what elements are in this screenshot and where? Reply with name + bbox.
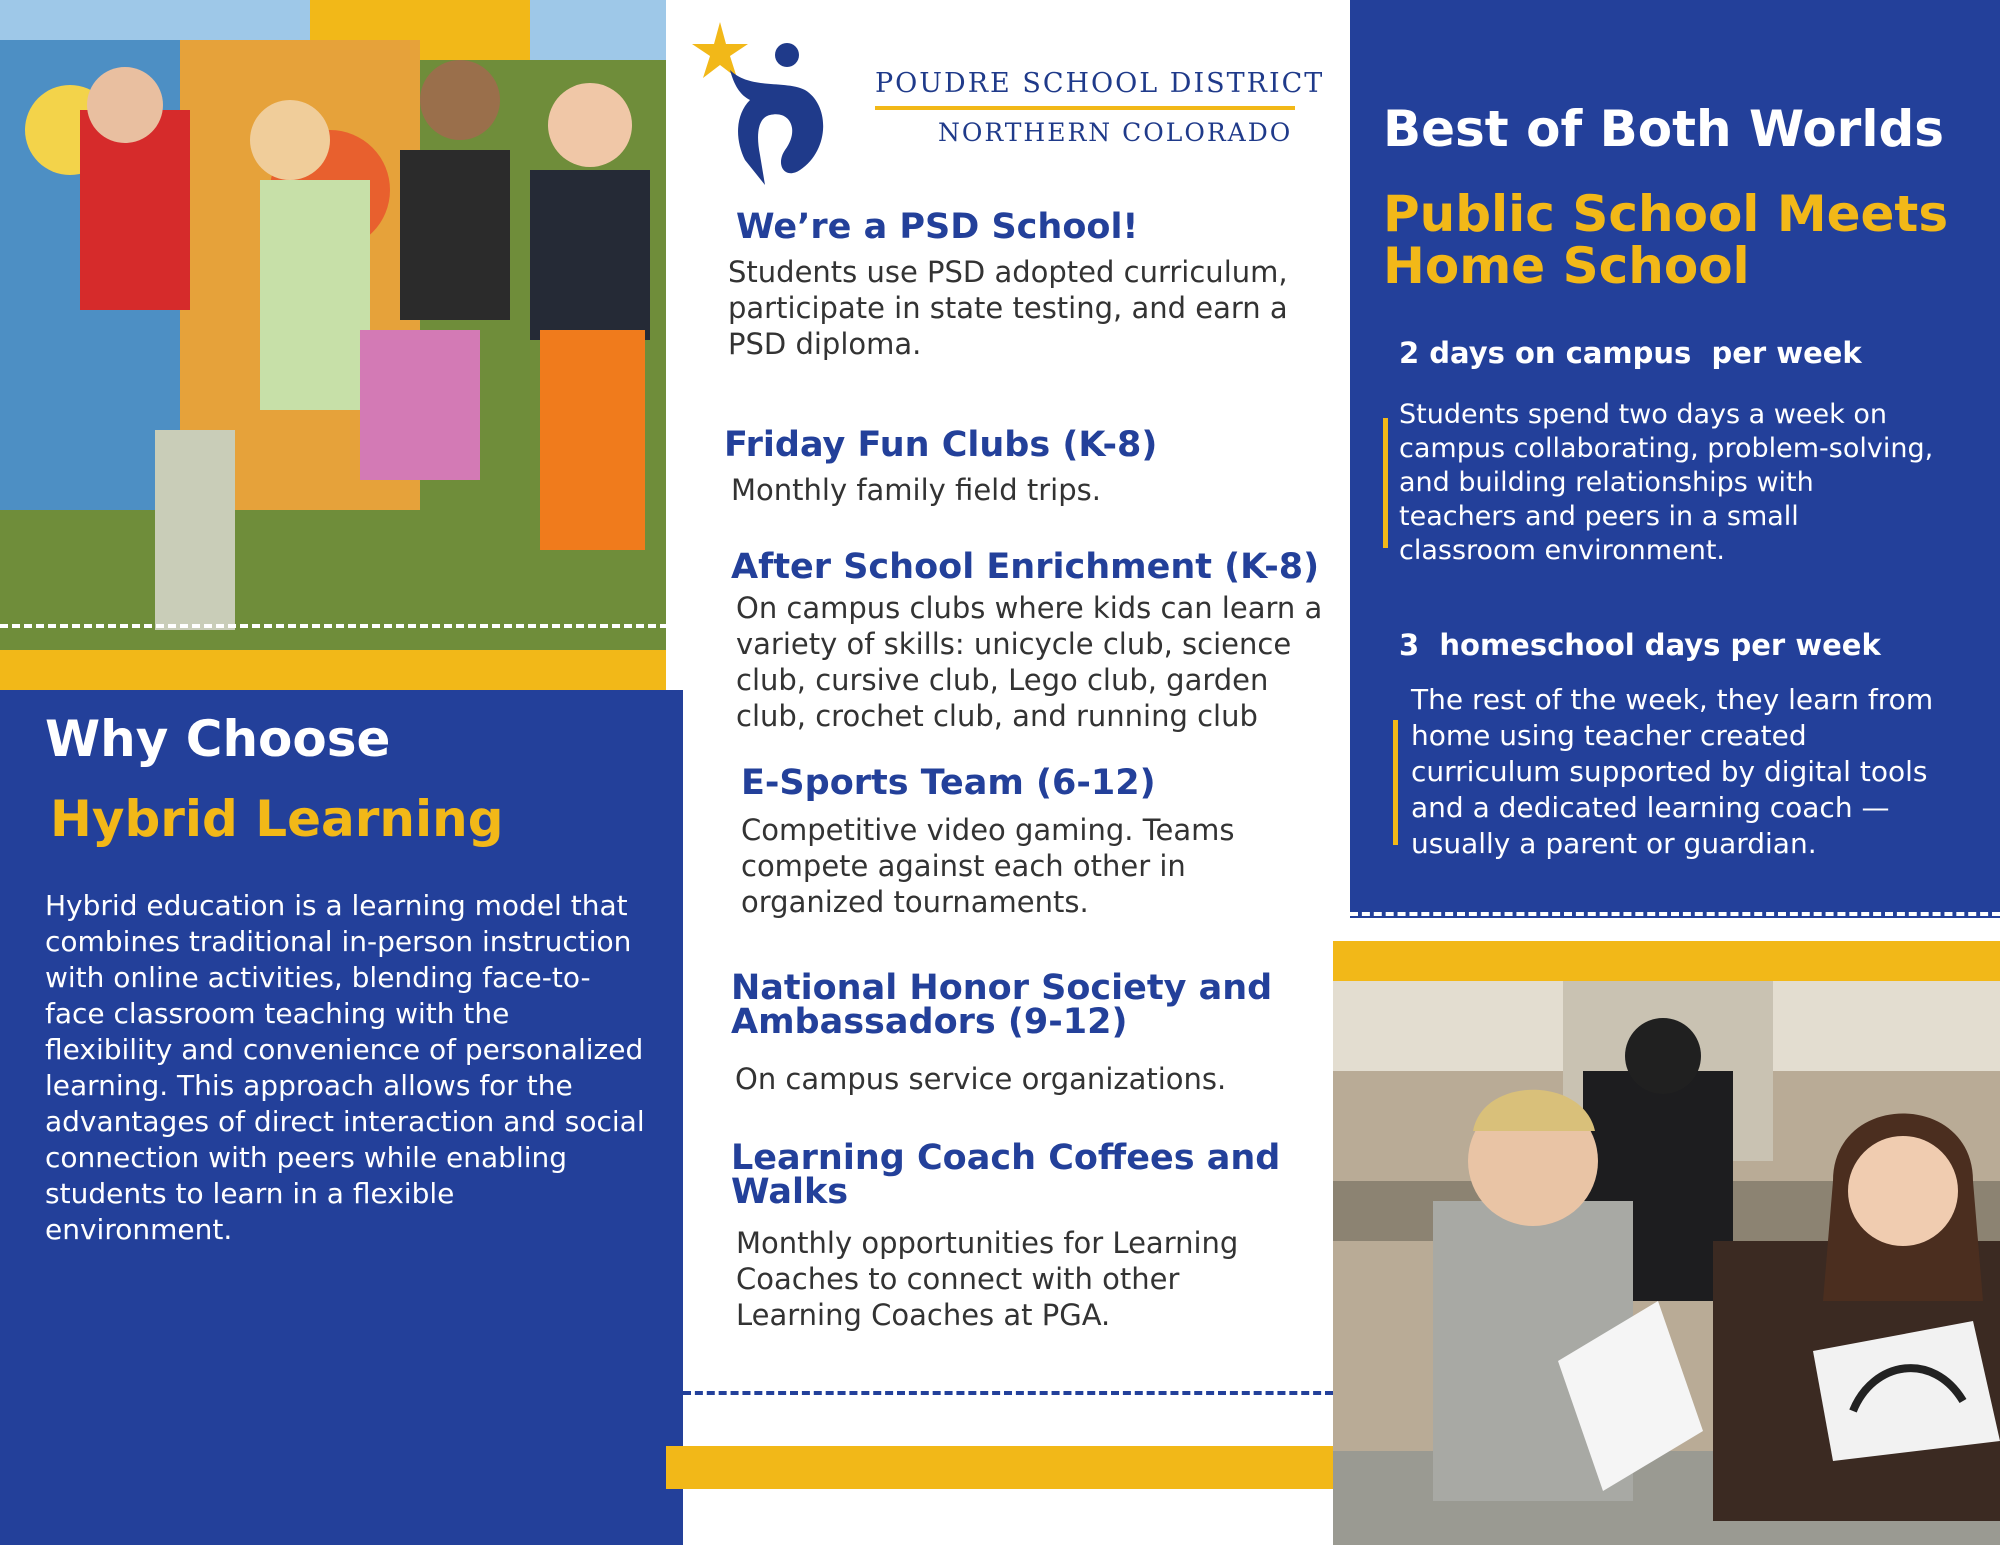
- logo-line1: POUDRE SCHOOL DISTRICT: [875, 68, 1325, 99]
- section-title: We’re a PSD School!: [736, 207, 1139, 247]
- block1-accent-bar: [1383, 418, 1388, 548]
- gold-band: [666, 1446, 1334, 1489]
- left-heading-why: Why Choose: [45, 710, 391, 768]
- right-heading-best: Best of Both Worlds: [1383, 100, 1945, 158]
- left-panel: [0, 690, 683, 1545]
- left-heading-hybrid: Hybrid Learning: [50, 790, 504, 848]
- psd-logo: [690, 20, 1325, 190]
- section-body: Monthly family field trips.: [731, 473, 1101, 507]
- section-title: Learning Coach Coffees and Walks: [731, 1138, 1281, 1212]
- section-coach-coffees: [731, 1138, 1331, 1333]
- left-body-text: Hybrid education is a learning model that combines traditional in-person instruction with online activities, blending face-to-face classroom teaching with the flexibility and convenience of personalized learning. This approach allows for the advantages of direct interaction and social connection with peers while enabling students to learn in a flexible environment.: [45, 889, 645, 1246]
- section-title: E-Sports Team (6-12): [741, 763, 1156, 803]
- section-title: National Honor Society and Ambassadors (9-12): [731, 968, 1273, 1042]
- section-body: Competitive video gaming. Teams compete against each other in organized tournaments.: [741, 813, 1235, 919]
- logo-rule: [875, 106, 1295, 110]
- block2-title: 3 homeschool days per week: [1399, 628, 1881, 662]
- divider-dashed: [1350, 912, 2000, 916]
- block2-accent-bar: [1393, 720, 1398, 845]
- section-friday-clubs: [724, 425, 1324, 508]
- students-classroom-photo: [1333, 981, 2000, 1545]
- students-outdoor-photo: [0, 0, 666, 650]
- section-body: Students use PSD adopted curriculum, participate in state testing, and earn a PSD diploma.: [728, 255, 1288, 361]
- right-panel: [1350, 0, 2000, 918]
- section-nhs: [731, 968, 1331, 1097]
- section-title: After School Enrichment (K-8): [731, 547, 1320, 587]
- block2-body: The rest of the week, they learn from home using teacher created curriculum supported by digital tools and a dedicated learning coach — usually a parent or guardian.: [1411, 683, 1934, 860]
- psd-logo-icon: [690, 20, 860, 190]
- section-title: Friday Fun Clubs (K-8): [724, 425, 1158, 465]
- gold-band: [0, 650, 666, 690]
- section-esports: [741, 763, 1331, 920]
- section-after-school: [731, 547, 1331, 734]
- section-body: Monthly opportunities for Learning Coaches to connect with other Learning Coaches at PGA.: [736, 1226, 1239, 1332]
- divider-dashed: [683, 1391, 1333, 1395]
- section-body: On campus service organizations.: [735, 1062, 1227, 1096]
- section-body: On campus clubs where kids can learn a variety of skills: unicycle club, science club, cursive club, Lego club, garden club, crochet club, and running club: [736, 591, 1323, 733]
- divider-dashed: [0, 624, 680, 628]
- logo-line2: NORTHERN COLORADO: [938, 118, 1293, 147]
- right-heading-public: Public School Meets Home School: [1383, 185, 1949, 295]
- block1-body: Students spend two days a week on campus collaborating, problem-solving, and building relationships with teachers and peers in a small classroom environment.: [1399, 399, 1934, 566]
- section-psd: [728, 207, 1328, 362]
- gold-band: [1333, 941, 2000, 981]
- block1-title: 2 days on campus per week: [1399, 336, 1862, 370]
